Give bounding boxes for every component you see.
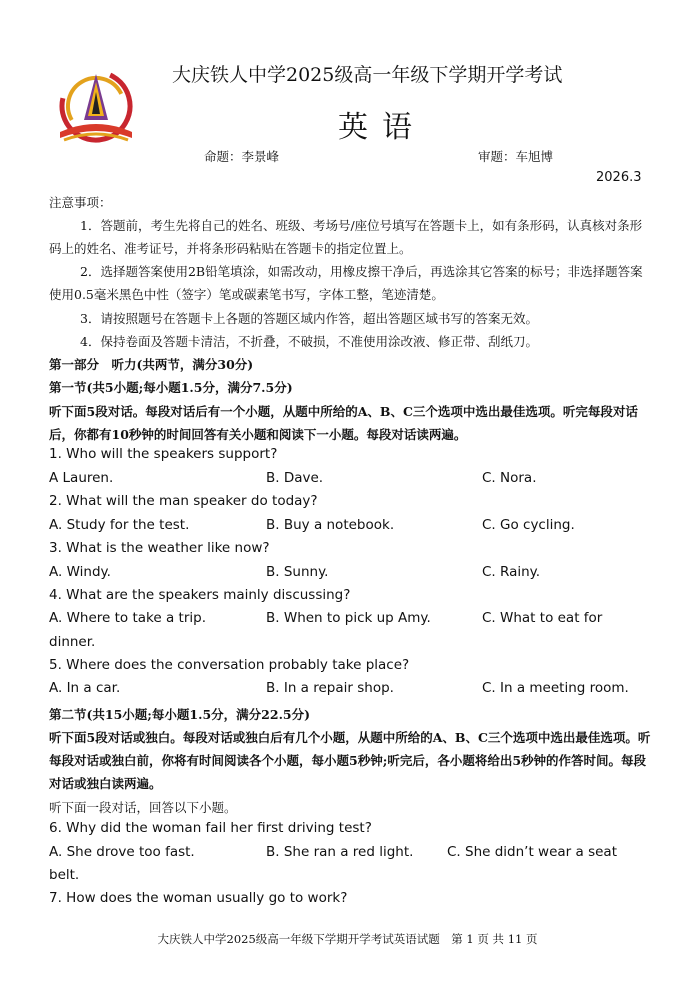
section2-title: 第二节(共15小题;每小题1.5分，满分22.5分) bbox=[49, 707, 311, 722]
q5-option-c: C. In a meeting room. bbox=[482, 680, 629, 696]
exam-title: 大庆铁人中学2025级高一年级下学期开学考试 bbox=[172, 64, 563, 86]
part1-title: 第一部分 听力(共两节，满分30分) bbox=[49, 357, 254, 372]
notice-item-3: 3．请按照题号在答题卡上各题的答题区域内作答，超出答题区域书写的答案无效。 bbox=[80, 311, 538, 326]
q1-option-c: C. Nora. bbox=[482, 470, 537, 486]
subject-title: 英语 bbox=[338, 110, 426, 145]
section1-instructions: 听下面5段对话。每段对话后有一个小题，从题中所给的A、B、C三个选项中选出最佳选项。听完每段对话后，你都有10秒钟的时间回答有关小题和阅读下一小题。每段对话读两遍。 bbox=[49, 404, 638, 442]
q4-option-c-continued: dinner. bbox=[49, 634, 96, 650]
q4-option-b: B. When to pick up Amy. bbox=[266, 610, 431, 626]
q6-option-c: C. She didn’t wear a seat bbox=[447, 844, 617, 860]
q2-option-b: B. Buy a notebook. bbox=[266, 517, 395, 533]
q1-option-a: A Lauren. bbox=[49, 470, 114, 486]
dialog-intro: 听下面一段对话，回答以下小题。 bbox=[49, 800, 237, 815]
q3-option-a: A. Windy. bbox=[49, 564, 111, 580]
page-footer: 大庆铁人中学2025级高一年级下学期开学考试英语试题 第 1 页 共 11 页 bbox=[157, 932, 538, 946]
q2-option-a: A. Study for the test. bbox=[49, 517, 190, 533]
q4-option-a: A. Where to take a trip. bbox=[49, 610, 207, 626]
q6-option-a: A. She drove too fast. bbox=[49, 844, 195, 860]
notice-title: 注意事项： bbox=[49, 195, 112, 210]
q6-option-b: B. She ran a red light. bbox=[266, 844, 414, 860]
question-2: 2. What will the man speaker do today? bbox=[49, 493, 318, 509]
exam-date: 2026.3 bbox=[596, 170, 642, 185]
notice-item-2: 2．选择题答案使用2B铅笔填涂，如需改动，用橡皮擦干净后，再选涂其它答案的标号；非选择题答案使用0.5毫米黑色中性（签字）笔或碳素笔书写，字体工整，笔迹清楚。 bbox=[49, 264, 643, 302]
notice-item-4: 4．保持卷面及答题卡清洁，不折叠，不破损，不准使用涂改液、修正带、刮纸刀。 bbox=[80, 334, 538, 349]
q6-option-c-continued: belt. bbox=[49, 867, 80, 883]
question-4: 4. What are the speakers mainly discussing? bbox=[49, 587, 351, 603]
q5-option-b: B. In a repair shop. bbox=[266, 680, 394, 696]
reviewer-label: 审题：车旭博 bbox=[478, 149, 554, 164]
question-7: 7. How does the woman usually go to work? bbox=[49, 890, 348, 906]
q5-option-a: A. In a car. bbox=[49, 680, 121, 696]
q3-option-b: B. Sunny. bbox=[266, 564, 329, 580]
section2-instructions: 听下面5段对话或独白。每段对话或独白后有几个小题，从题中所给的A、B、C三个选项中选出最佳选项。听每段对话或独白前，你将有时间阅读各个小题，每小题5秒钟;听完后，各小题将给出5秒钟的作答时间。每段对话或独白读两遍。 bbox=[49, 730, 651, 791]
section1-title: 第一节(共5小题;每小题1.5分，满分7.5分) bbox=[49, 380, 293, 395]
question-6: 6. Why did the woman fail her first driving test? bbox=[49, 820, 372, 836]
q4-option-c: C. What to eat for bbox=[482, 610, 603, 626]
q1-option-b: B. Dave. bbox=[266, 470, 324, 486]
setter-label: 命题：李景峰 bbox=[204, 149, 280, 164]
question-5: 5. Where does the conversation probably take place? bbox=[49, 657, 410, 673]
notice-item-1: 1．答题前，考生先将自己的姓名、班级、考场号/座位号填写在答题卡上，如有条形码，认真核对条形码上的姓名、准考证号，并将条形码粘贴在答题卡的指定位置上。 bbox=[49, 218, 643, 256]
q3-option-c: C. Rainy. bbox=[482, 564, 541, 580]
question-1: 1. Who will the speakers support? bbox=[49, 446, 278, 462]
school-logo bbox=[50, 68, 142, 148]
q2-option-c: C. Go cycling. bbox=[482, 517, 575, 533]
question-3: 3. What is the weather like now? bbox=[49, 540, 270, 556]
